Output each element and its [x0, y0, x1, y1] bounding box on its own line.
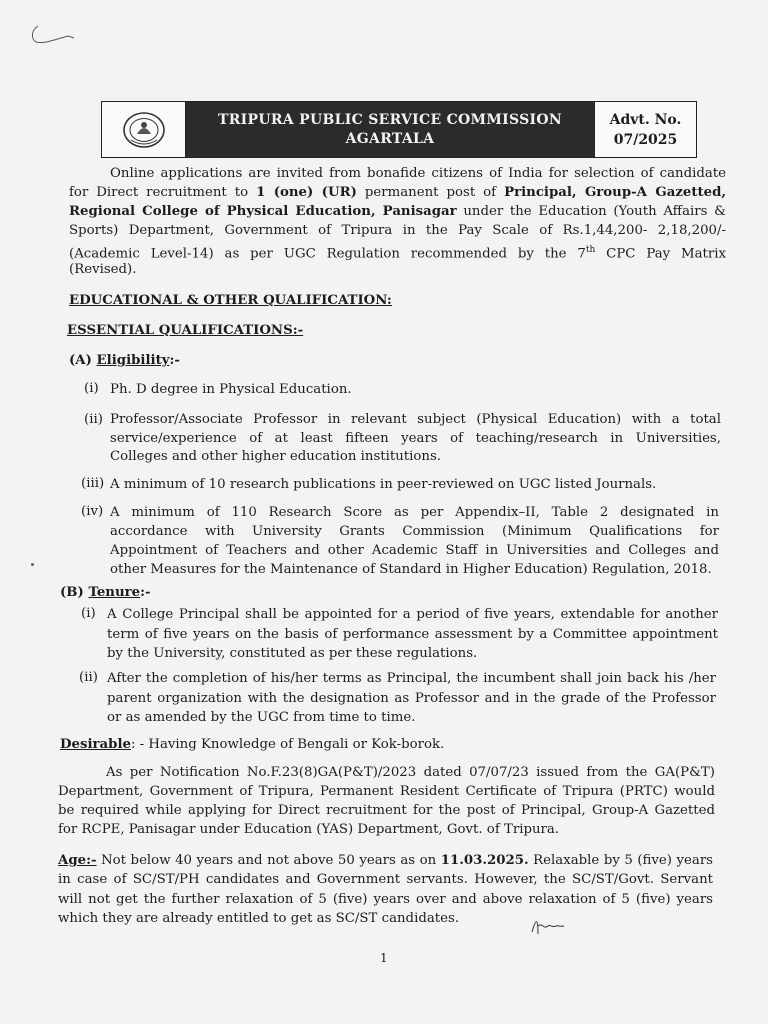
heading-educational: EDUCATIONAL & OTHER QUALIFICATION:	[69, 293, 392, 308]
notification-line: for RCPE, Panisagar under Education (YAS) Department, Govt. of Tripura.	[58, 822, 560, 837]
notification-line: be required while applying for Direct recruitment for the post of Principal, Group-A Gazetted	[58, 803, 715, 818]
eligibility-text: service/experience of at least fifteen years of teaching/research in Universities,	[110, 431, 721, 446]
item-number: (ii)	[84, 412, 103, 427]
seal-cell	[102, 102, 186, 157]
age-line: in case of SC/ST/PH candidates and Government servants. However, the SC/ST/Govt. Servant	[58, 872, 713, 887]
intro-line: (Revised).	[69, 262, 137, 277]
age-line: Age:- Not below 40 years and not above 50 years as on 11.03.2025. Relaxable by 5 (five) years	[58, 853, 713, 868]
eligibility-text: other Measures for the Maintenance of Standard in Higher Education) Regulation, 2018.	[110, 562, 712, 577]
desirable-line: Desirable: - Having Knowledge of Bengali or Kok-borok.	[60, 737, 445, 752]
pen-scribble	[24, 20, 84, 50]
eligibility-text: A minimum of 110 Research Score as per Appendix–II, Table 2 designated in	[110, 505, 719, 520]
intro-line: for Direct recruitment to 1 (one) (UR) permanent post of Principal, Group-A Gazetted,	[69, 185, 727, 200]
intro-line: Online applications are invited from bonafide citizens of India for selection of candidate	[110, 166, 726, 181]
item-number: (ii)	[79, 670, 98, 685]
commission-seal-icon	[121, 110, 167, 150]
notification-line: Department, Government of Tripura, Permanent Resident Certificate of Tripura (PRTC) would	[58, 784, 715, 799]
commission-title	[186, 102, 594, 157]
item-number: (i)	[84, 381, 99, 396]
age-line: which they are already entitled to get as SC/ST candidates.	[58, 911, 460, 926]
intro-line: (Academic Level-14) as per UGC Regulation recommended by the 7th CPC Pay Matrix	[69, 245, 726, 262]
tenure-text: parent organization with the designation as Professor and in the grade of the Professor	[107, 691, 716, 706]
tenure-heading: (B) Tenure:-	[60, 585, 151, 600]
tenure-text: A College Principal shall be appointed for a period of five years, extendable for another	[107, 607, 718, 622]
page-number: 1	[380, 951, 388, 965]
margin-dot	[31, 563, 34, 566]
advt-number-cell	[594, 102, 696, 157]
tenure-text: term of five years on the basis of performance assessment by a Committee appointment	[107, 627, 718, 642]
commission-city: AGARTALA	[345, 130, 435, 147]
eligibility-text: accordance with University Grants Commission (Minimum Qualifications for	[110, 524, 719, 539]
eligibility-text: Colleges and other higher education institutions.	[110, 449, 441, 464]
eligibility-text: Ph. D degree in Physical Education.	[110, 382, 352, 397]
item-number: (iv)	[81, 504, 104, 519]
notification-line: As per Notification No.F.23(8)GA(P&T)/2023 dated 07/07/23 issued from the GA(P&T)	[106, 765, 715, 780]
item-number: (iii)	[81, 476, 105, 491]
header-box	[101, 101, 697, 158]
signature-initials	[528, 912, 568, 942]
item-number: (i)	[81, 606, 96, 621]
advt-label: Advt. No.	[609, 111, 682, 128]
heading-essential: ESSENTIAL QUALIFICATIONS:-	[67, 323, 304, 338]
eligibility-text: Appointment of Teachers and other Academic Staff in Universities and Colleges and	[110, 543, 719, 558]
tenure-text: by the University, constituted as per these regulations.	[107, 646, 478, 661]
commission-name: TRIPURA PUBLIC SERVICE COMMISSION	[218, 111, 562, 128]
intro-line: Regional College of Physical Education, Panisagar under the Education (Youth Affairs &	[69, 204, 727, 219]
tenure-text: After the completion of his/her terms as Principal, the incumbent shall join back his /her	[107, 671, 716, 686]
eligibility-text: A minimum of 10 research publications in peer-reviewed on UGC listed Journals.	[110, 477, 657, 492]
tenure-text: or as amended by the UGC from time to time.	[107, 710, 416, 725]
eligibility-heading: (A) Eligibility:-	[69, 353, 180, 368]
age-line: will not get the further relaxation of 5 (five) years over and above relaxation of 5 (five) years	[58, 892, 713, 907]
advt-number: 07/2025	[613, 131, 678, 148]
intro-line: Sports) Department, Government of Tripura in the Pay Scale of Rs.1,44,200- 2,18,200/-	[69, 223, 726, 238]
eligibility-text: Professor/Associate Professor in relevant subject (Physical Education) with a total	[110, 412, 721, 427]
